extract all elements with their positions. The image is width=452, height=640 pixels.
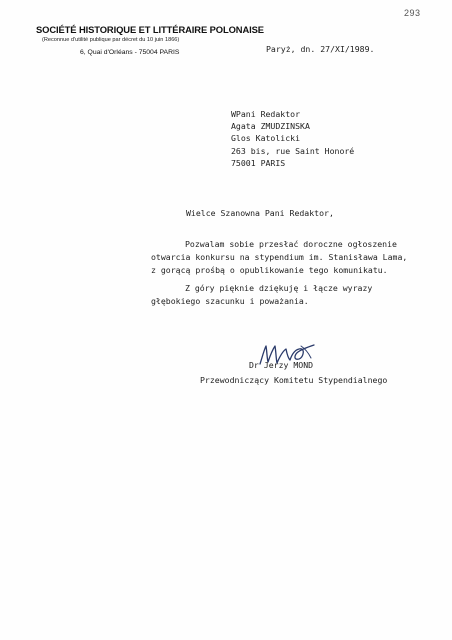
body-line: otwarcia konkursu na stypendium im. Stanisława Lama,: [151, 252, 408, 262]
letter-body: [151, 238, 407, 308]
recipient-line: WPani Redaktor: [231, 109, 301, 119]
recipient-line: 263 bis, rue Saint Honoré: [231, 145, 355, 156]
body-line: Z góry pięknie dziękuję i łącze wyrazy: [185, 283, 373, 293]
organization-recognition: (Reconnue d'utilité publique par décret du 10 juin 1866): [42, 37, 180, 43]
body-line: głębokiego szacunku i poważania.: [151, 296, 309, 306]
recipient-block: [231, 108, 354, 169]
signer-title: Przewodniczący Komitetu Stypendialnego: [200, 375, 388, 385]
recipient-line: Glos Katolicki: [231, 133, 301, 144]
body-line: z gorącą prośbą o opublikowanie tego komunikatu.: [151, 265, 388, 275]
organization-name: SOCIÉTÉ HISTORIQUE ET LITTÉRAIRE POLONAISE: [36, 24, 264, 35]
recipient-line: Agata ZMUDZINSKA: [231, 121, 310, 132]
page-number: 293: [404, 8, 421, 18]
organization-address: 6, Quai d'Orléans - 75004 PARIS: [80, 49, 180, 56]
salutation: Wielce Szanowna Pani Redaktor,: [186, 208, 334, 218]
body-line: Pozwalam sobie przesłać doroczne ogłoszenie: [185, 239, 397, 249]
letter-date: Paryż, dn. 27/XI/1989.: [266, 44, 375, 54]
recipient-line: 75001 PARIS: [231, 157, 286, 168]
signer-name: Dr Jerzy MOND: [249, 360, 314, 370]
letterhead: [36, 24, 264, 56]
